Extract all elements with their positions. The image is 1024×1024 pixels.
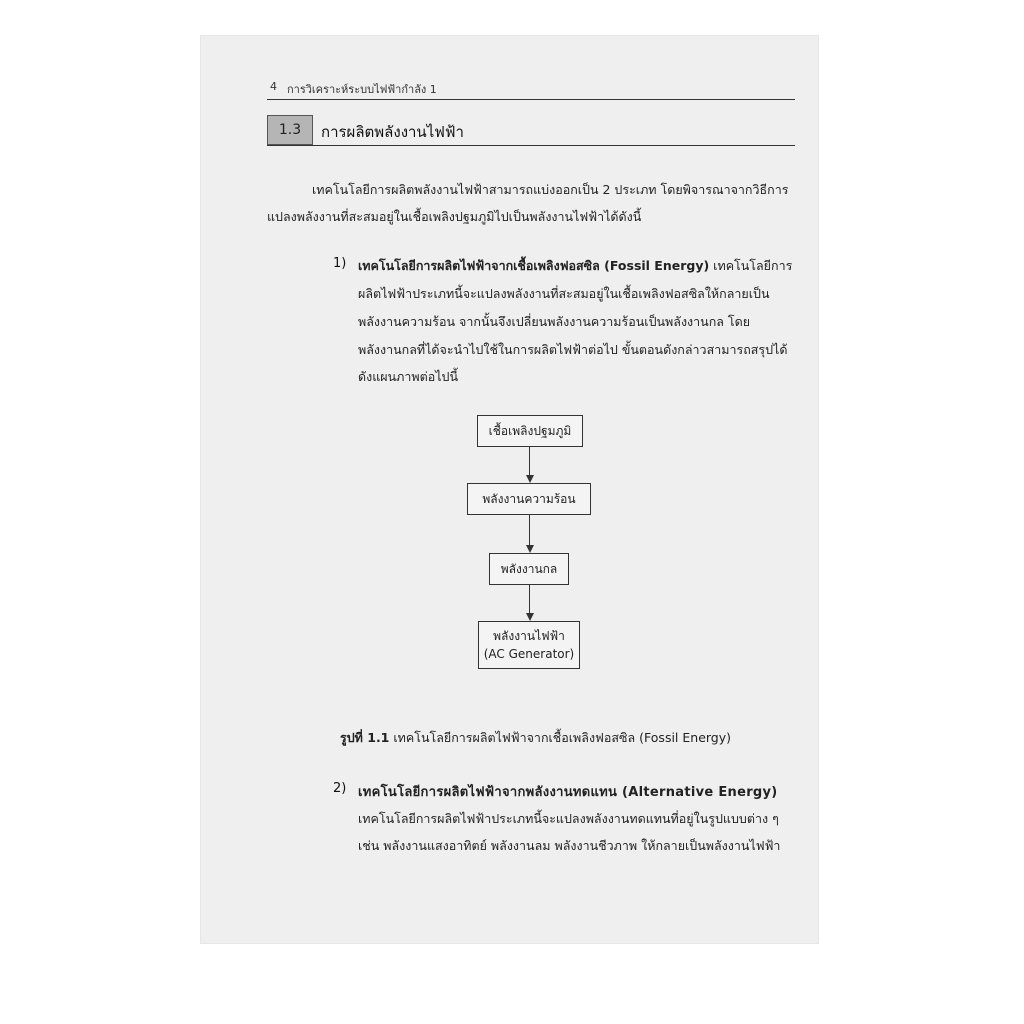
item-1-heading-line xyxy=(358,256,792,276)
item-2-heading: เทคโนโลยีการผลิตไฟฟ้าจากพลังงานทดแทน (Alternative Energy) xyxy=(358,785,778,800)
diagram-arrow-2 xyxy=(529,515,530,546)
item-1-number: 1) xyxy=(333,256,347,271)
item-1-line-2: ผลิตไฟฟ้าประเภทนี้จะแปลงพลังงานที่สะสมอยู่ในเชื้อเพลิงฟอสซิลให้กลายเป็น xyxy=(358,286,770,301)
book-title: การวิเคราะห์ระบบไฟฟ้ากำลัง 1 xyxy=(287,83,437,96)
section-heading xyxy=(267,115,795,146)
page-number: 4 xyxy=(270,80,277,93)
diagram-arrow-1 xyxy=(529,447,530,476)
diagram-box-electric-energy xyxy=(478,621,580,669)
diagram-box-heat-energy: พลังงานความร้อน xyxy=(467,483,591,515)
figure-caption xyxy=(340,728,731,748)
item-2-number: 2) xyxy=(333,781,347,796)
item-1-line-3: พลังงานความร้อน จากนั้นจึงเปลี่ยนพลังงานความร้อนเป็นพลังงานกล โดย xyxy=(358,314,751,329)
running-header xyxy=(267,77,795,100)
arrowhead-icon xyxy=(526,613,534,621)
intro-line-2: แปลงพลังงานที่สะสมอยู่ในเชื้อเพลิงปฐมภูมิไปเป็นพลังงานไฟฟ้าได้ดังนี้ xyxy=(267,209,642,224)
item-2-line-2: เทคโนโลยีการผลิตไฟฟ้าประเภทนี้จะแปลงพลังงานทดแทนที่อยู่ในรูปแบบต่าง ๆ xyxy=(358,811,779,826)
item-1-heading-rest: เทคโนโลยีการ xyxy=(709,258,793,273)
figure-caption-text: เทคโนโลยีการผลิตไฟฟ้าจากเชื้อเพลิงฟอสซิล (Fossil Energy) xyxy=(389,730,732,745)
section-number: 1.3 xyxy=(267,115,313,145)
arrowhead-icon xyxy=(526,475,534,483)
diagram-box-mechanical-energy: พลังงานกล xyxy=(489,553,569,585)
ac-generator-label: (AC Generator) xyxy=(483,647,575,661)
arrowhead-icon xyxy=(526,545,534,553)
item-1-line-4: พลังงานกลที่ได้จะนำไปใช้ในการผลิตไฟฟ้าต่อไป ขั้นตอนดังกล่าวสามารถสรุปได้ xyxy=(358,342,788,357)
intro-line-1: เทคโนโลยีการผลิตพลังงานไฟฟ้าสามารถแบ่งออกเป็น 2 ประเภท โดยพิจารณาจากวิธีการ xyxy=(312,182,789,197)
item-1-heading: เทคโนโลยีการผลิตไฟฟ้าจากเชื้อเพลิงฟอสซิล (Fossil Energy) xyxy=(358,258,710,273)
diagram-arrow-3 xyxy=(529,585,530,614)
item-1-line-5: ดังแผนภาพต่อไปนี้ xyxy=(358,369,459,384)
diagram-box-primary-fuel: เชื้อเพลิงปฐมภูมิ xyxy=(477,415,583,447)
section-title: การผลิตพลังงานไฟฟ้า xyxy=(321,123,464,141)
figure-label: รูปที่ 1.1 xyxy=(340,730,390,745)
item-2-line-3: เช่น พลังงานแสงอาทิตย์ พลังงานลม พลังงานชีวภาพ ให้กลายเป็นพลังงานไฟฟ้า xyxy=(358,838,781,853)
electric-energy-label: พลังงานไฟฟ้า xyxy=(493,629,565,643)
